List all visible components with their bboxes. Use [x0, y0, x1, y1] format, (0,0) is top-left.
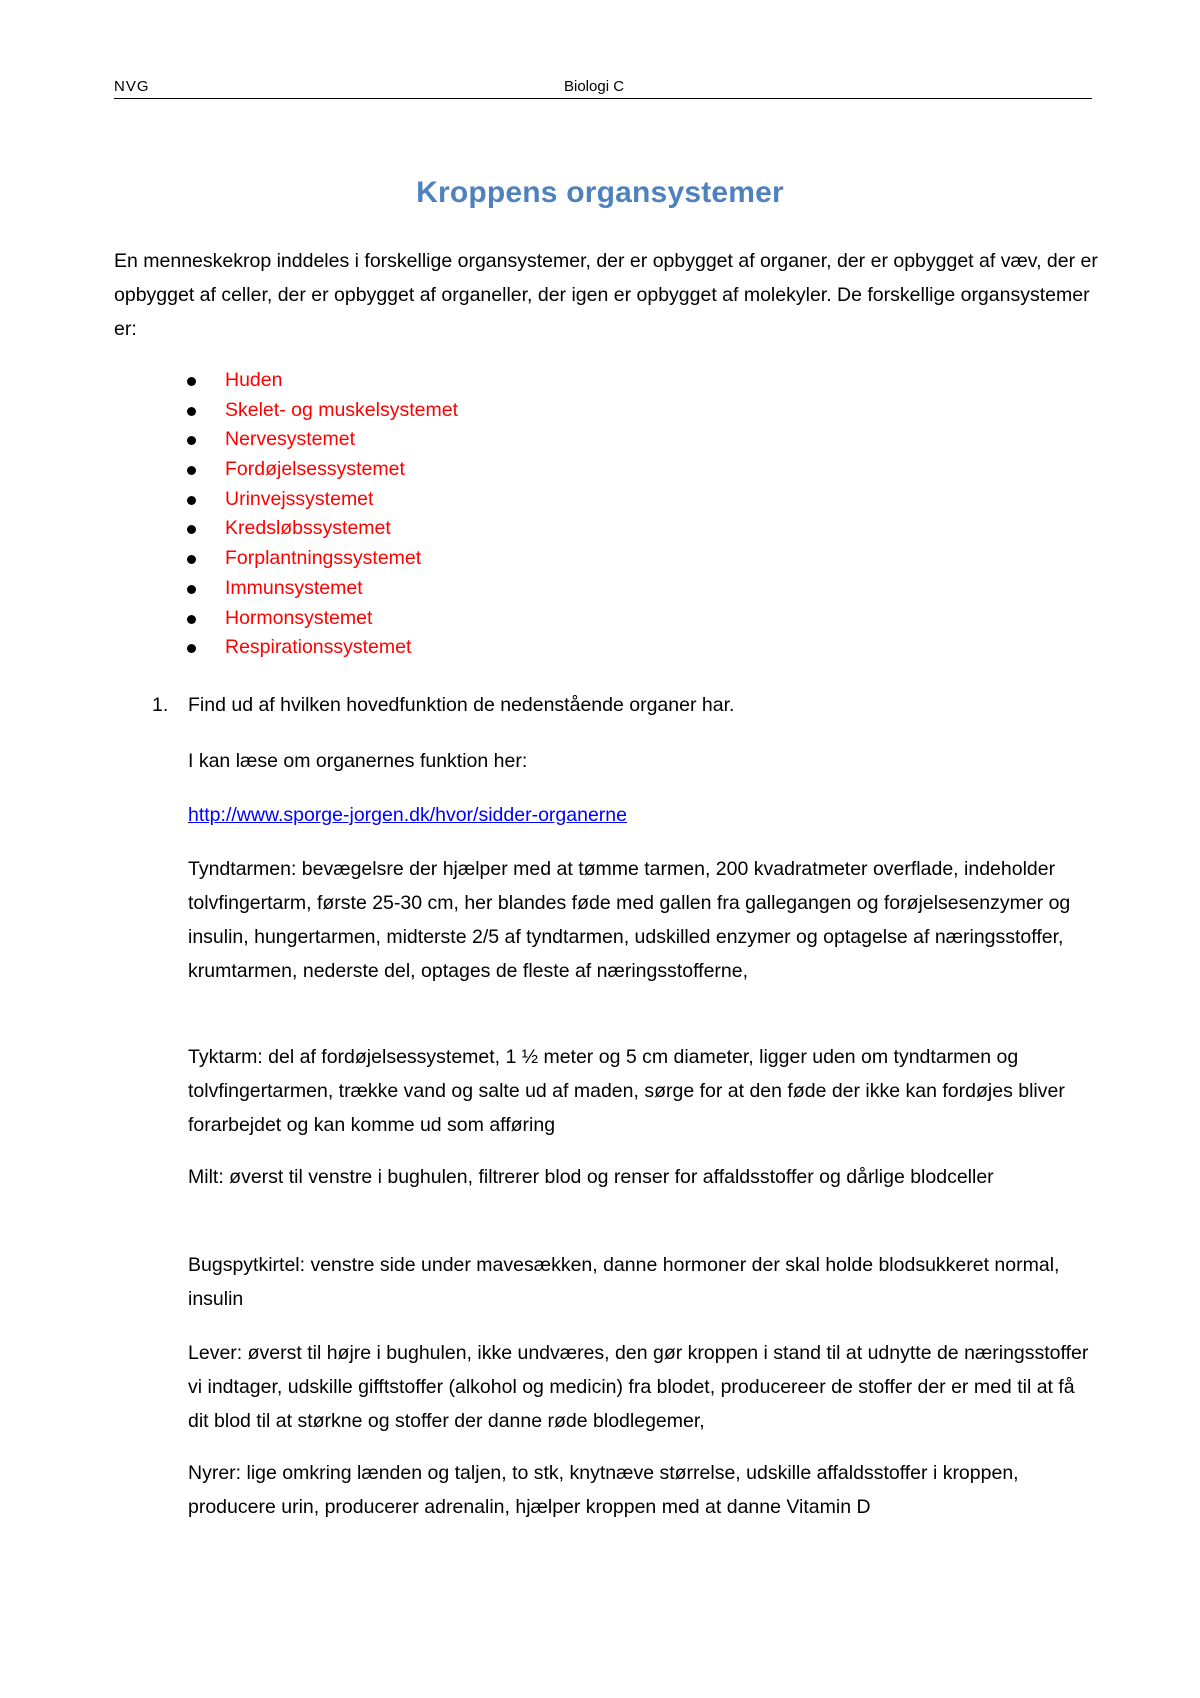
bullet-icon: [187, 377, 196, 386]
organ-description: Bugspytkirtel: venstre side under mavesækken, danne hormoner der skal holde blodsukkeret normal, insulin: [188, 1254, 1060, 1310]
header-school: NVG: [114, 78, 150, 95]
bullet-icon: [187, 525, 196, 534]
list-item: [114, 425, 458, 455]
organ-function-link[interactable]: http://www.sporge-jorgen.dk/hvor/sidder-organerne: [188, 804, 627, 826]
list-item: [114, 455, 458, 485]
bullet-icon: [187, 466, 196, 475]
link-paragraph: [188, 798, 1098, 832]
bullet-icon: [187, 585, 196, 594]
intro-paragraph: [114, 244, 1104, 346]
system-label: Nervesystemet: [225, 428, 356, 451]
system-label: Forplantningssystemet: [225, 547, 422, 570]
bullet-icon: [187, 644, 196, 653]
organ-liver: [188, 1336, 1098, 1438]
question-text: Find ud af hvilken hovedfunktion de nedenstående organer har.: [188, 694, 735, 716]
list-item: [114, 485, 458, 515]
system-label: Fordøjelsessystemet: [225, 458, 405, 481]
list-item: [114, 514, 458, 544]
bullet-icon: [187, 436, 196, 445]
organ-spleen: [188, 1160, 1098, 1194]
list-item: [114, 574, 458, 604]
bullet-icon: [187, 496, 196, 505]
organ-description: Milt: øverst til venstre i bughulen, filtrerer blod og renser for affaldsstoffer og dårlige blodceller: [188, 1166, 994, 1188]
read-here-text: I kan læse om organernes funktion her:: [188, 750, 528, 772]
question-number: 1.: [152, 694, 169, 716]
list-item: [114, 544, 458, 574]
list-item: [114, 604, 458, 634]
list-item: [114, 396, 458, 426]
bullet-icon: [187, 407, 196, 416]
bullet-icon: [187, 555, 196, 564]
intro-text: En menneskekrop inddeles i forskellige organsystemer, der er opbygget af organer, der er opbygget af væv, der er opbygget af celler, der er opbygget af organeller, der igen er opbygget af molekyler. De forskellige organsystemer er:: [114, 250, 1098, 340]
organ-systems-list: [114, 366, 458, 663]
document-title: Kroppens organsystemer: [416, 176, 784, 209]
organ-description: Tyndtarmen: bevægelsre der hjælper med at tømme tarmen, 200 kvadratmeter overflade, indeholder tolvfingertarm, første 25-30 cm, her blandes føde med gallen fra gallegangen og forøjelsesenzymer og insulin, hungertarmen, midterste 2/5 af tyndtarmen, udskilled enzymer og optagelse af næringsstoffer, krumtarmen, nederste del, optages de fleste af næringsstofferne,: [188, 858, 1071, 982]
organ-description: Lever: øverst til højre i bughulen, ikke undværes, den gør kroppen i stand til at udnytte de næringsstoffer vi indtager, udskille gifftstoffer (alkohol og medicin) fra blodet, producereer de stoffer der er med til at få dit blod til at størkne og stoffer der danne røde blodlegemer,: [188, 1342, 1089, 1432]
organ-pancreas: [188, 1248, 1098, 1316]
system-label: Skelet- og muskelsystemet: [225, 398, 459, 421]
page-header: [114, 76, 1092, 99]
read-here-paragraph: [188, 744, 1098, 778]
organ-large-intestine: [188, 1040, 1098, 1142]
organ-small-intestine: [188, 852, 1098, 988]
organ-description: Nyrer: lige omkring lænden og taljen, to stk, knytnæve størrelse, udskille affaldsstoffer i kroppen, producere urin, producerer adrenalin, hjælper kroppen med at danne Vitamin D: [188, 1462, 1019, 1518]
system-label: Immunsystemet: [225, 576, 363, 599]
bullet-icon: [187, 615, 196, 624]
system-label: Urinvejssystemet: [225, 487, 374, 510]
system-label: Huden: [225, 369, 283, 391]
header-subject: Biologi C: [564, 78, 625, 95]
list-item: [114, 366, 458, 396]
organ-kidneys: [188, 1456, 1098, 1524]
organ-description: Tyktarm: del af fordøjelsessystemet, 1 ½ meter og 5 cm diameter, ligger uden om tyndtarmen og tolvfingertarmen, trække vand og salte ud af maden, sørge for at den føde der ikke kan fordøjes bliver forarbejdet og kan komme ud som afføring: [188, 1046, 1065, 1136]
system-label: Hormonsystemet: [225, 606, 373, 629]
system-label: Kredsløbssystemet: [225, 517, 391, 540]
list-item: [114, 633, 458, 663]
system-label: Respirationssystemet: [225, 636, 412, 659]
